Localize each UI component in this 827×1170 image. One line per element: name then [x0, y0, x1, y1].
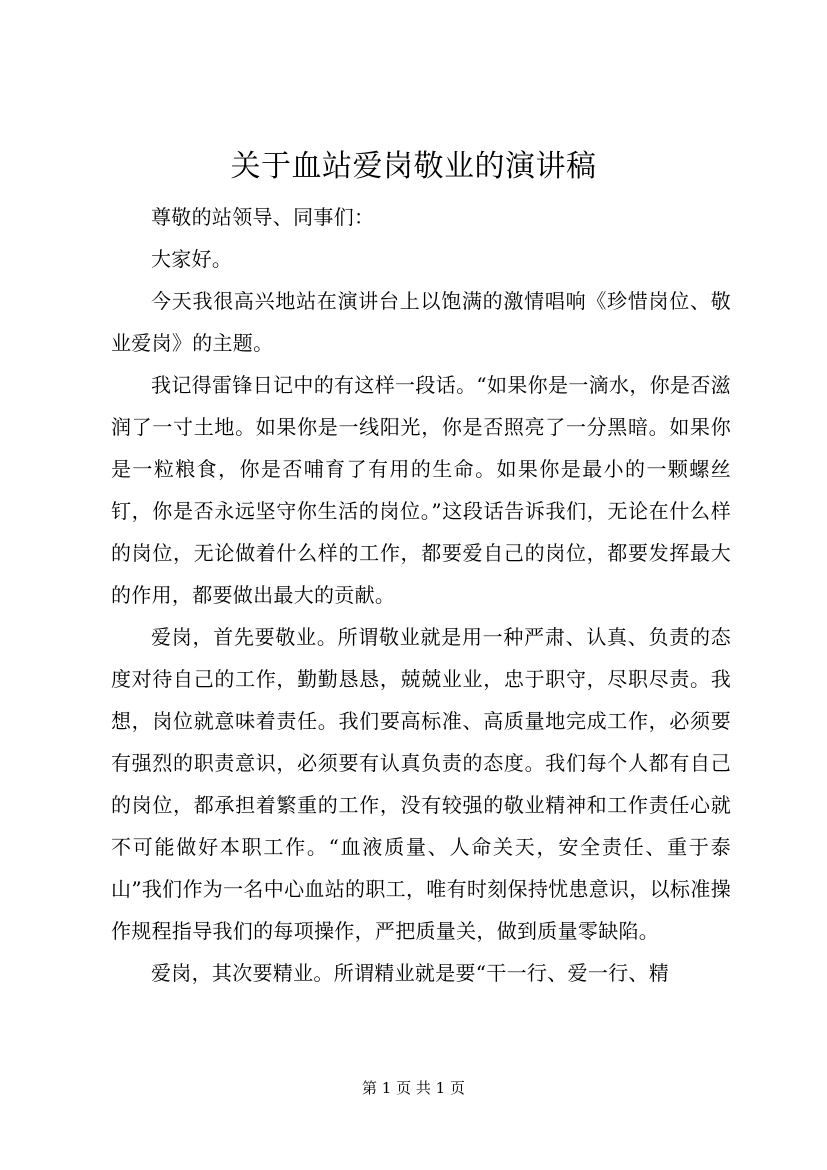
paragraph-greeting: 尊敬的站领导、同事们：	[151, 205, 375, 229]
document-title: 关于血站爱岗敬业的演讲稿	[230, 149, 597, 184]
paragraph-hello: 大家好。	[151, 247, 233, 271]
paragraph-proficiency: 爱岗，其次要精业。所谓精业就是要“干一行、爱一行、精	[151, 961, 670, 985]
document-body	[111, 196, 731, 994]
paragraph-intro: 今天我很高兴地站在演讲台上以饱满的激情唱响《珍惜岗位、敬业爱岗》的主题。	[111, 289, 731, 355]
paragraph-dedication: 爱岗，首先要敬业。所谓敬业就是用一种严肃、认真、负责的态度对待自己的工作，勤勤恳恳，兢兢业业，忠于职守，尽职尽责。我想，岗位就意味着责任。我们要高标准、高质量地完成工作，必须要有强烈的职责意识，必须要有认真负责的态度。我们每个人都有自己的岗位，都承担着繁重的工作，没有较强的敬业精神和工作责任心就不可能做好本职工作。“血液质量、人命关天，安全责任、重于泰山”我们作为一名中心血站的职工，唯有时刻保持忧患意识，以标准操作规程指导我们的每项操作，严把质量关，做到质量零缺陷。	[111, 625, 731, 943]
paragraph-leifeng-quote: 我记得雷锋日记中的有这样一段话。“如果你是一滴水，你是否滋润了一寸土地。如果你是一线阳光，你是否照亮了一分黑暗。如果你是一粒粮食，你是否哺育了有用的生命。如果你是最小的一颗螺丝钉，你是否永远坚守你生活的岗位。”这段话告诉我们，无论在什么样的岗位，无论做着什么样的工作，都要爱自己的岗位，都要发挥最大的作用，都要做出最大的贡献。	[111, 373, 731, 607]
page-footer: 第 1 页 共 1 页	[362, 1079, 465, 1097]
